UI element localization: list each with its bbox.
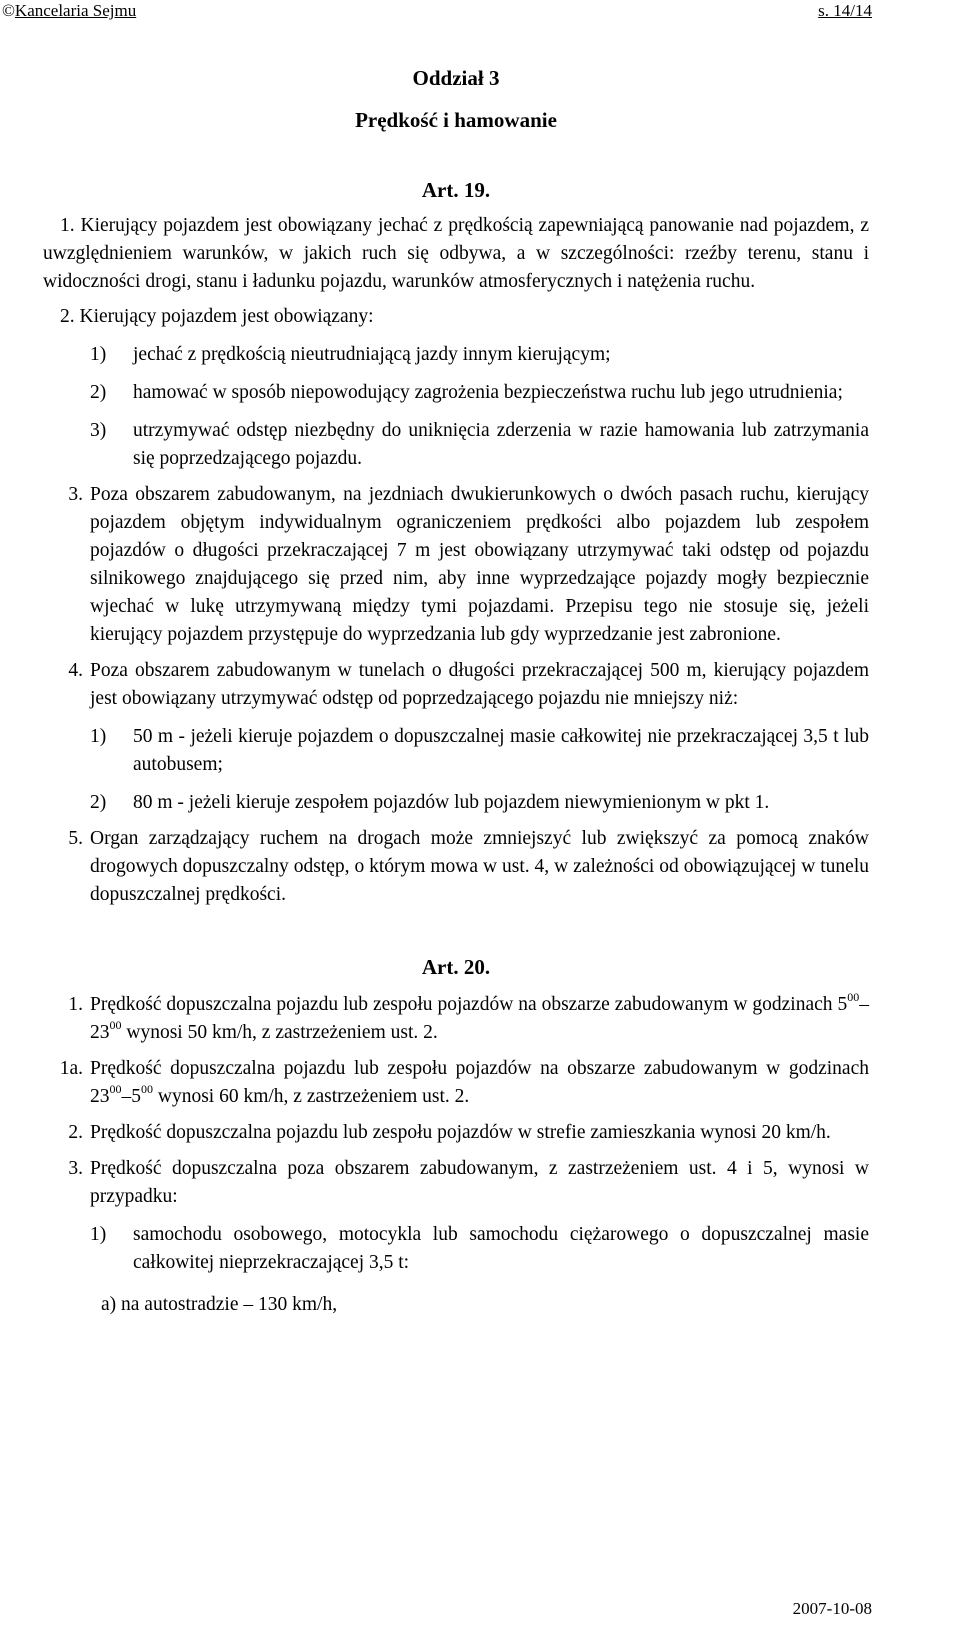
art19-paragraph-3: 3. Poza obszarem zabudowanym, na jezdniach dwukierunkowych o dwóch pasach ruchu, kierujący pojazdem objętym indywidualnym ograniczeniem prędkości albo pojazdem lub zespołem pojazdów o długości przekraczającej 7 m jest obowiązany utrzymywać taki odstęp od pojazdu silnikowego znajdującego się przed nim, aby inne wyprzedzające pojazdy mogły bezpiecznie wjechać w lukę utrzymywaną między tymi pojazdami. Przepisu tego nie stosuje się, jeżeli kierujący pojazdem przystępuje do wyprzedzania lub gdy wyprzedzanie jest zabronione.: [68, 484, 869, 645]
art19-p4-item-2: 2) 80 m - jeżeli kieruje zespołem pojazdów lub pojazdem niewymienionym w pkt 1.: [90, 792, 770, 813]
division-label: Oddział 3: [412, 66, 500, 90]
art20-p3-item-1-a: a) na autostradzie – 130 km/h,: [101, 1294, 338, 1315]
art19-p2-item-1: 1) jechać z prędkością nieutrudniającą jazdy innym kierującym;: [90, 344, 611, 365]
art19-paragraph-5: 5. Organ zarządzający ruchem na drogach może zmniejszyć lub zwiększyć za pomocą znaków drogowych dopuszczalny odstęp, o którym mowa w ust. 4, w zależności od obowiązującej w tunelu dopuszczalnej prędkości.: [68, 828, 869, 905]
art19-p2-item-3: 3) utrzymywać odstęp niezbędny do uniknięcia zderzenia w razie hamowania lub zatrzymania się poprzedzającego pojazdu.: [90, 420, 869, 469]
document-body: [43, 60, 869, 1319]
article-19-title: Art. 19.: [421, 178, 491, 202]
art19-paragraph-2: 2. Kierujący pojazdem jest obowiązany:: [60, 306, 374, 327]
division-title: Prędkość i hamowanie: [355, 108, 557, 132]
art20-paragraph-3: 3. Prędkość dopuszczalna poza obszarem zabudowanym, z zastrzeżeniem ust. 4 i 5, wynosi w przypadku:: [68, 1158, 869, 1207]
footer-date: 2007-10-08: [792, 1599, 872, 1618]
art20-paragraph-2: 2. Prędkość dopuszczalna pojazdu lub zespołu pojazdów w strefie zamieszkania wynosi 20 km/h.: [68, 1122, 831, 1143]
publisher-link[interactable]: Kancelaria Sejmu: [14, 1, 137, 20]
copyright-symbol: ©: [2, 1, 15, 20]
art19-paragraph-4: 4. Poza obszarem zabudowanym w tunelach o długości przekraczającej 500 m, kierujący pojazdem jest obowiązany utrzymywać odstęp od poprzedzającego pojazdu nie mniejszy niż:: [68, 660, 869, 709]
article-20-title: Art. 20.: [421, 955, 491, 979]
page-number-link[interactable]: s. 14/14: [818, 1, 872, 20]
art19-p4-item-1: 1) 50 m - jeżeli kieruje pojazdem o dopuszczalnej masie całkowitej nie przekraczającej 3,5 t lub autobusem;: [90, 726, 869, 775]
art19-paragraph-1: 1. Kierujący pojazdem jest obowiązany jechać z prędkością zapewniającą panowanie nad pojazdem, z uwzględnieniem warunków, w jakich ruch się odbywa, a w szczególności: rzeźby terenu, stanu i widoczności drogi, stanu i ładunku pojazdu, warunków atmosferycznych i natężenia ruchu.: [43, 215, 870, 292]
art20-p3-item-1: 1) samochodu osobowego, motocykla lub samochodu ciężarowego o dopuszczalnej masie całkowitej nieprzekraczającej 3,5 t:: [90, 1224, 869, 1273]
art20-paragraph-1a: 1a. Prędkość dopuszczalna pojazdu lub zespołu pojazdów na obszarze zabudowanym w godzinach $23^{00}-5^{00}$ wynosi 60 km/h, z zastrzeżeniem ust. 2.: [59, 1058, 869, 1107]
header-publisher: [2, 0, 136, 22]
art19-p2-item-2: 2) hamować w sposób niepowodujący zagrożenia bezpieczeństwa ruchu lub jego utrudnienia;: [90, 382, 843, 403]
art20-paragraph-1: 1. Prędkość dopuszczalna pojazdu lub zespołu pojazdów na obszarze zabudowanym w godzinach $5^{00}-23^{00}$ wynosi 50 km/h, z zastrzeżeniem ust. 2.: [68, 990, 869, 1043]
